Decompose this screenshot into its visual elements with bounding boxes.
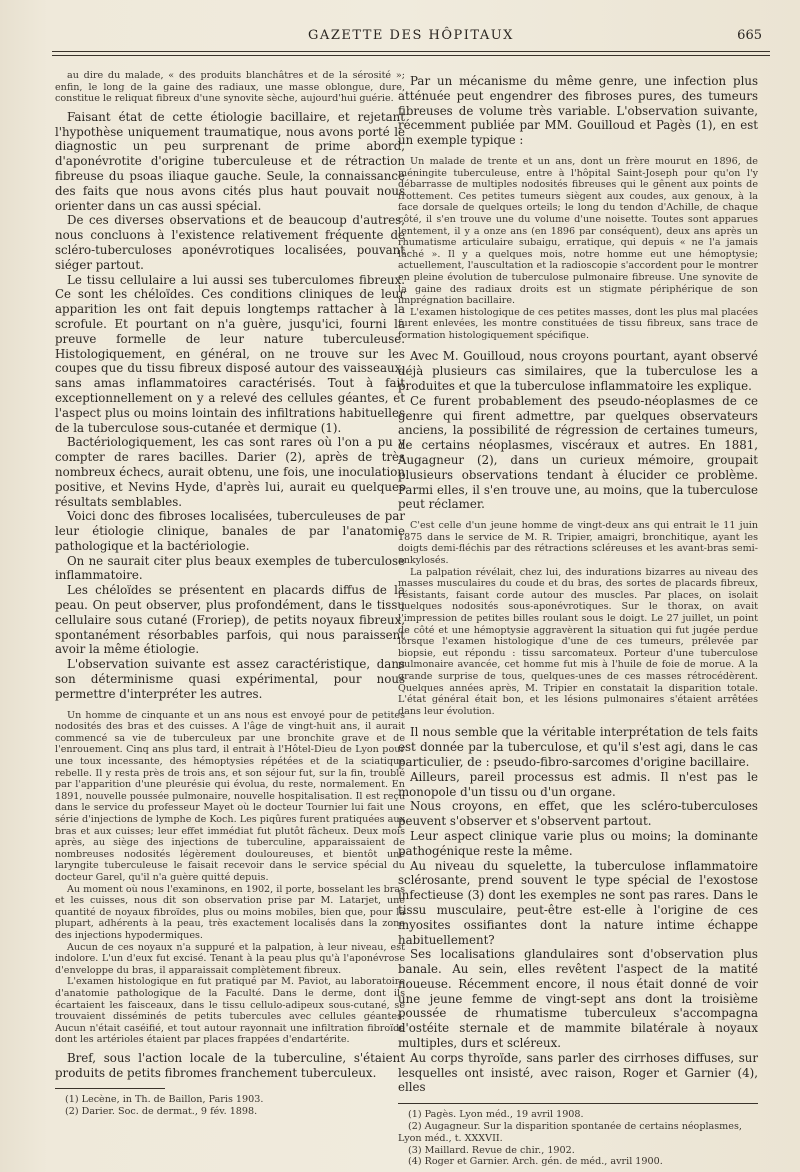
left-case-paragraph-1: Un homme de cinquante et un ans nous est envoyé pour de petites nodosités des bras et des cuisses. A l'âge de vingt-huit ans, il aurait commencé sa vie de tuberculeux par une bronchite grave et de l'enrouement. Cinq ans plus tard, il entrait à l'Hôtel-Dieu de Lyon pour une toux incessante, des hémoptysies répétées et de la sciatique rebelle. Il y resta près de trois ans, et son séjour fut, sur la fin, troublé par l'apparition d'une pleurésie qui évolua, du reste, normalement. En 1891, nouvelle poussée pulmonaire, nouvelle hospitalisation. Il est reçu dans le service du professeur Mayet où le docteur Tournier lui fait une série d'injections de lymphe de Koch. Les piqûres furent pratiquées aux bras et aux cuisses; leur effet immédiat fut plutôt fâcheux. Deux mois après, au siège des injections de tuberculine, apparaissaient de nombreuses nodosités légèrement douloureuses, et bientôt une laryngite tuberculeuse le faisait recevoir dans le service spécial du docteur Garel, qu'il n'a guère quitté depuis. [55,709,405,883]
right-paragraph-1: Par un mécanisme du même genre, une infection plus atténuée peut engendrer des fibroses pures, des tumeurs fibreuses de volume très variable. L'observation suivante, récemment publiée par MM. Gouilloud et Pagès (1), en est un exemple typique : [398,74,758,148]
right-footnote-3: (3) Maillard. Revue de chir., 1902. [408,1144,575,1156]
right-case-paragraph-4: La palpation révélait, chez lui, des indurations bizarres au niveau des masses musculaires du coude et du bras, des sortes de placards fibreux, résistants, faisant corde autour des muscles. Par places, on isolait quelques nodosités sous-aponévrotiques. Sur le thorax, on avait l'impression de petites billes roulant sous le doigt. Le 27 juillet, un point de côté et une hémoptysie aggravèrent la situation qui fut jugée perdue lorsque l'examen histologique d'une de ces tumeurs, prélevée par biopsie, eut répondu : tissu sarcomateux. Porteur d'une tuberculose pulmonaire avancée, cet homme fut mis à l'huile de foie de morue. A la grande surprise de tous, quelques-unes de ces masses rétrocédèrent. Quelques années après, M. Tripier en constatait la disparition totale. L'état général était bon, et les lésions pulmonaires s'étaient arrêtées dans leur évolution. [398,566,758,717]
left-column [55,70,405,1118]
left-paragraph-9: L'observation suivante est assez caractéristique, dans son déterminisme quasi expérimental, pour nous permettre d'interpréter les autres. [55,657,405,701]
right-paragraph-2: Avec M. Gouilloud, nous croyons pourtant, ayant observé déjà plusieurs cas similaires, que la tuberculose les a produites et que la tuberculose inflammatoire les explique. [398,349,758,394]
left-paragraph-6: Voici donc des fibroses localisées, tuberculeuses de par leur étiologie clinique, banales de par l'anatomie pathologique et la bactériologie. [55,509,405,553]
right-paragraph-5: Ailleurs, pareil processus est admis. Il n'est pas le monopole d'un tissu ou d'un organe. [398,769,758,799]
left-paragraph-2: Faisant état de cette étiologie bacillaire, et rejetant l'hypothèse uniquement traumatique, nous avons porté le diagnostic un peu surprenant de prime abord, d'aponévrotite d'origine tuberculeuse et de rétraction fibreuse du psoas iliaque gauche. Seule, la connaissance des faits que nous avons cités plus haut pouvait nous orienter dans un cas aussi spécial. [55,109,405,213]
header-rule-top [52,51,770,52]
right-paragraph-6: Nous croyons, en effet, que les scléro-tuberculoses peuvent s'observer et s'observent partout. [398,799,758,829]
right-paragraph-10: Au corps thyroïde, sans parler des cirrhoses diffuses, sur lesquelles ont insisté, avec raison, Roger et Garnier (4), elles [398,1050,758,1095]
left-case-paragraph-4: L'examen histologique en fut pratiqué par M. Paviot, au laboratoire d'anatomie pathologique de la Faculté. Dans le derme, dont ils écartaient les faisceaux, dans le tissu cellulo-adipeux sous-cutané, se trouvaient disséminés de petits tubercules avec cellules géantes. Aucun n'était caséifié, et tout autour rayonnait une infiltration fibroïde dont les artérioles étaient par places frappées d'endartérite. [55,976,405,1046]
left-case-paragraph-3: Aucun de ces noyaux n'a suppuré et la palpation, à leur niveau, est indolore. L'un d'eux fut excisé. Tenant à la peau plus qu'à l'aponévrose d'enveloppe du bras, il apparaissait complètement fibreux. [55,941,405,976]
left-footnote-2: (2) Darier. Soc. de dermat., 9 fév. 1898. [65,1106,258,1118]
right-footnote-2: (2) Augagneur. Sur la disparition spontanée de certains néoplasmes, Lyon méd., t. XXXVII. [398,1121,742,1144]
left-paragraph-4: Le tissu cellulaire a lui aussi ses tuberculomes fibreux. Ce sont les chéloïdes. Ces conditions cliniques de leur apparition les ont fait depuis longtemps rattacher à la scrofule. Et pourtant on n'a guère, jusqu'ici, fourni la preuve formelle de leur nature tuberculeuse. Histologiquement, en général, on ne trouve sur les coupes que du tissu fibreux disposé autour des vaisseaux, sans amas inflammatoires caractérisés. Tout à fait exceptionnellement on y a relevé des cellules géantes, et l'aspect plus ou moins lointain des infiltrations habituelles de la tuberculose sous-cutanée et dermique (1). [55,272,405,435]
page-header [52,28,770,48]
right-paragraph-4: Il nous semble que la véritable interprétation de tels faits est donnée par la tuberculose, et qu'il s'est agi, dans le cas particulier, de : pseudo-fibro-sarcomes d'origine bacillaire. [398,725,758,769]
left-paragraph-3: De ces diverses observations et de beaucoup d'autres, nous concluons à l'existence relativement fréquente de scléro-tuberculoses aponévrotiques localisées, pouvant siéger partout. [55,213,405,272]
right-footnote-1: (1) Pagès. Lyon méd., 19 avril 1908. [408,1109,584,1121]
right-paragraph-3: Ce furent probablement des pseudo-néoplasmes de ce genre qui firent admettre, par quelques observateurs anciens, la possibilité de régression de certaines tumeurs, de certains néoplasmes, viscéraux et autres. En 1881, Augagneur (2), dans un curieux mémoire, groupait plusieurs observations tendant à élucider ce problème. Parmi elles, il s'en trouve une, au moins, que la tuberculose peut réclamer. [398,393,758,512]
left-paragraph-8: Les chéloïdes se présentent en placards diffus de la peau. On peut observer, plus profondément, dans le tissu cellulaire sous cutané (Froriep), de petits noyaux fibreux, spontanément résorbables parfois, qui nous paraissent avoir la même étiologie. [55,583,405,657]
right-column [398,74,758,1168]
right-footnote-4: (4) Roger et Garnier. Arch. gén. de méd., avril 1900. [408,1156,663,1168]
page-number: 665 [737,28,762,43]
right-paragraph-7: Leur aspect clinique varie plus ou moins; la dominante pathogénique reste la même. [398,828,758,858]
footnote-rule-right [398,1103,758,1104]
left-footnote-1: (1) Lecène, in Th. de Baillon, Paris 1903. [65,1094,264,1106]
header-rule-bottom [52,55,770,56]
left-paragraph-1: au dire du malade, « des produits blanchâtres et de la sérosité »; enfin, le long de la gaine des radiaux, une masse oblongue, dure, constitue le reliquat fibreux d'une synovite sèche, aujourd'hui guérie. [55,70,405,105]
footnote-rule-left [55,1088,165,1089]
left-paragraph-10: Bref, sous l'action locale de la tuberculine, s'étaient produits de petits fibromes franchement tuberculeux. [55,1050,405,1080]
left-paragraph-5: Bactériologiquement, les cas sont rares où l'on a pu y compter de rares bacilles. Darier (2), après de très nombreux échecs, aurait obtenu, une fois, une inoculation positive, et Nevins Hyde, d'après lui, aurait eu quelques résultats semblables. [55,435,405,509]
right-paragraph-8: Au niveau du squelette, la tuberculose inflammatoire sclérosante, prend souvent le type spécial de l'exostose infectieuse (3) dont les exemples ne sont pas rares. Dans le tissu musculaire, peut-être est-elle à l'origine de ces myosites ossifiantes dont la nature intime échappe habituellement? [398,858,758,947]
right-case-paragraph-2: L'examen histologique de ces petites masses, dont les plus mal placées furent enlevées, les montre constituées de tissu fibreux, sans trace de formation histologiquement spécifique. [398,306,758,341]
right-case-paragraph-3: C'est celle d'un jeune homme de vingt-deux ans qui entrait le 11 juin 1875 dans le service de M. R. Tripier, amaigri, bronchitique, ayant les doigts demi-fléchis par des rétractions scléreuses et les avant-bras semi-ankylosés. [398,520,758,567]
left-case-paragraph-2: Au moment où nous l'examinons, en 1902, il porte, bosselant les bras et les cuisses, nous dit son observation prise par M. Latarjet, une quantité de noyaux fibroïdes, plus ou moins mobiles, bien que, pour la plupart, adhérents à la peau, très exactement localisés dans la zone des injections hypodermiques. [55,883,405,941]
right-case-paragraph-1: Un malade de trente et un ans, dont un frère mourut en 1896, de méningite tuberculeuse, entre à l'hôpital Saint-Joseph pour qu'on l'y débarrasse de multiples nodosités fibreuses qui le gênent aux points de frottement. Ces petites tumeurs siègent aux coudes, aux genoux, à la face dorsale de quelques orteils; le long du tendon d'Achille, de chaque côté, il s'en trouve une du volume d'une noisette. Toutes sont apparues lentement, il y a onze ans (en 1896 par conséquent), deux ans après un rhumatisme articulaire subaigu, erratique, qui depuis « ne l'a jamais lâché ». Il y a quelques mois, notre homme eut une hémoptysie; actuellement, l'auscultation et la radioscopie s'accordent pour le montrer en pleine évolution de tuberculose pulmonaire fibreuse. Une synovite de la gaine des radiaux droits est un stigmate périphérique de son imprégnation bacillaire. [398,155,758,307]
left-paragraph-7: On ne saurait citer plus beaux exemples de tuberculose inflammatoire. [55,553,405,583]
right-paragraph-9: Ses localisations glandulaires sont d'observation plus banale. Au sein, elles revêtent l'aspect de la matité noueuse. Récemment encore, il nous était donné de voir une jeune femme de vingt-sept ans dont la troisième poussée de rhumatisme tuberculeux s'accompagna d'ostéite sternale et de mammite bilatérale à noyaux multiples, durs et scléreux. [398,947,758,1051]
running-title: GAZETTE DES HÔPITAUX [308,28,514,43]
